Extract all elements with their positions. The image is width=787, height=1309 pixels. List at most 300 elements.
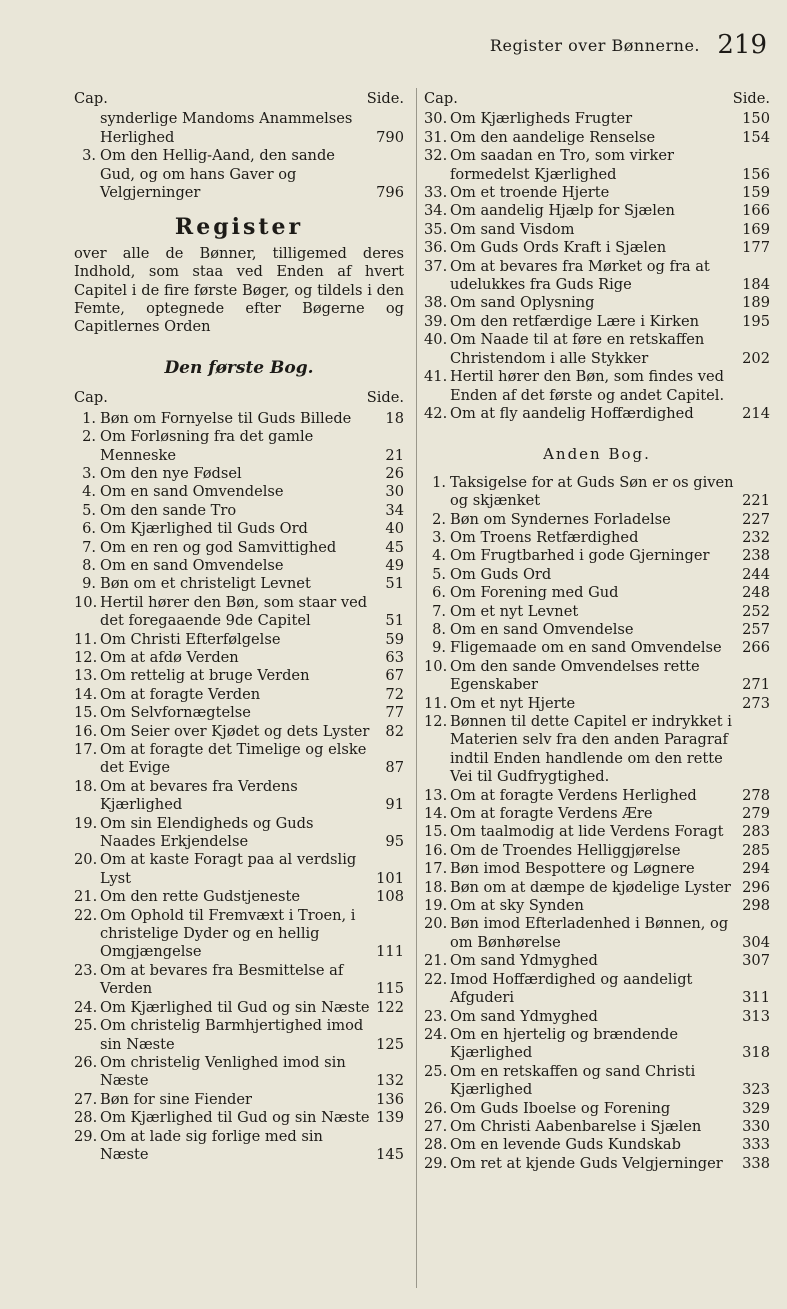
entry-page: 285 xyxy=(742,841,770,859)
entry-number: 13. xyxy=(424,786,448,804)
entry-text: Om Christi Efterfølgelse xyxy=(100,630,281,648)
register-entry xyxy=(74,483,404,501)
register-entry xyxy=(424,1155,770,1173)
register-entry xyxy=(424,713,770,787)
entry-text: Om at bevares fra Besmittelse af Verden xyxy=(100,961,344,998)
entry-page: 45 xyxy=(385,538,404,556)
entry-text: Om at bevares fra Verdens Kjærlighed xyxy=(100,777,298,814)
right-column-head xyxy=(424,90,770,108)
entry-text: Om Kjærlighed til Gud og sin Næste xyxy=(100,998,370,1016)
entry-number: 20. xyxy=(424,915,448,933)
entry-number: 8. xyxy=(432,620,446,638)
left-column xyxy=(74,90,404,1164)
entry-page: 26 xyxy=(385,464,404,482)
entry-text: Om Kjærligheds Frugter xyxy=(450,110,633,128)
entry-number: 19. xyxy=(424,897,448,915)
register-entry xyxy=(74,428,404,465)
entry-text: Om Guds Ord xyxy=(450,565,552,583)
register-entry xyxy=(74,1109,404,1127)
register-entry xyxy=(74,704,404,722)
register-entry xyxy=(74,1054,404,1091)
register-entry xyxy=(424,511,770,529)
register-entry xyxy=(74,741,404,778)
entry-page: 313 xyxy=(742,1007,770,1025)
entry-text: Om sand Visdom xyxy=(450,220,575,238)
entry-page: 115 xyxy=(376,980,404,998)
entry-page: 244 xyxy=(742,565,770,583)
entry-number: 19. xyxy=(74,814,98,832)
entry-page: 252 xyxy=(742,602,770,620)
entry-number: 10. xyxy=(424,657,448,675)
register-entry xyxy=(74,686,404,704)
entry-number: 5. xyxy=(432,565,446,583)
entry-text: Om et nyt Levnet xyxy=(450,602,579,620)
entry-number: 11. xyxy=(74,630,98,648)
entry-text: Taksigelse for at Guds Søn er os given og skjænket xyxy=(450,473,734,510)
entry-number: 7. xyxy=(432,602,446,620)
entry-number: 16. xyxy=(424,841,448,859)
entry-page: 294 xyxy=(742,860,770,878)
entry-number: 29. xyxy=(74,1127,98,1145)
entry-text: Bøn om at dæmpe de kjødelige Lyster xyxy=(450,878,731,896)
register-entry xyxy=(424,897,770,915)
entry-text: Om taalmodig at lide Verdens Foragt xyxy=(450,823,724,841)
entry-number: 9. xyxy=(432,639,446,657)
register-entry xyxy=(424,368,770,405)
register-entry xyxy=(424,1008,770,1026)
entry-page: 40 xyxy=(385,520,404,538)
entry-page: 63 xyxy=(385,648,404,666)
entry-number: 14. xyxy=(424,805,448,823)
register-entry xyxy=(424,202,770,220)
register-entry xyxy=(74,962,404,999)
entry-text: Bøn for sine Fiender xyxy=(100,1090,252,1108)
register-entry xyxy=(424,805,770,823)
entry-page: 159 xyxy=(742,184,770,202)
entry-page: 77 xyxy=(385,704,404,722)
register-entry xyxy=(424,566,770,584)
entry-page: 790 xyxy=(376,128,404,146)
register-entry xyxy=(74,907,404,962)
entry-page: 257 xyxy=(742,620,770,638)
entry-page: 232 xyxy=(742,528,770,546)
entry-number: 2. xyxy=(82,428,96,446)
entry-page: 87 xyxy=(385,759,404,777)
entry-text: Om Naade til at føre en retskaffen Christendom i alle Stykker xyxy=(450,331,705,367)
entry-page: 238 xyxy=(742,547,770,565)
entry-page: 266 xyxy=(742,639,770,657)
entry-text: Om rettelig at bruge Verden xyxy=(100,667,310,685)
entry-number: 23. xyxy=(74,961,98,979)
entry-text: Om den sande Tro xyxy=(100,501,237,519)
entry-text: synderlige Mandoms Anammelses Herlighed xyxy=(100,110,353,146)
register-entry xyxy=(424,1063,770,1100)
entry-number: 26. xyxy=(424,1099,448,1117)
entry-number: 1. xyxy=(82,409,96,427)
entry-text: Om den Hellig-Aand, den sande Gud, og om hans Gaver og Velgjerninger xyxy=(100,147,335,202)
register-entry xyxy=(74,778,404,815)
entry-page: 101 xyxy=(376,869,404,887)
side-label: Side. xyxy=(732,90,770,107)
register-entry xyxy=(424,547,770,565)
register-entry xyxy=(424,258,770,295)
register-entry xyxy=(424,584,770,602)
second-book-entries xyxy=(424,474,770,1173)
entry-page: 18 xyxy=(385,409,404,427)
register-entry xyxy=(424,1136,770,1154)
entry-number: 21. xyxy=(424,952,448,970)
page-number: 219 xyxy=(717,30,767,60)
entry-text: Bøn om Fornyelse til Guds Billede xyxy=(100,409,352,427)
register-entry xyxy=(74,1128,404,1165)
entry-text: Bøn imod Bespottere og Løgnere xyxy=(450,860,695,878)
entry-number: 4. xyxy=(432,547,446,565)
entry-number: 14. xyxy=(74,685,98,703)
entry-text: Om Ophold til Fremvæxt i Troen, i christelige Dyder og en hellig Omgjængelse xyxy=(100,906,356,961)
entry-text: Om ret at kjende Guds Velgjerninger xyxy=(450,1154,723,1172)
page-header xyxy=(0,30,787,60)
entry-number: 21. xyxy=(74,888,98,906)
entry-number: 27. xyxy=(74,1090,98,1108)
entry-page: 154 xyxy=(742,128,770,146)
register-entry xyxy=(74,1017,404,1054)
entry-text: Om sand Ydmyghed xyxy=(450,1007,598,1025)
entry-number: 28. xyxy=(74,1109,98,1127)
entry-text: Hertil hører den Bøn, som findes ved Enden af det første og andet Capitel. xyxy=(450,368,725,404)
entry-text: Om Troens Retfærdighed xyxy=(450,528,639,546)
entry-number: 32. xyxy=(424,147,448,165)
entry-number: 40. xyxy=(424,331,448,349)
entry-page: 72 xyxy=(385,685,404,703)
register-entry xyxy=(424,621,770,639)
register-entry xyxy=(74,631,404,649)
register-entry xyxy=(74,539,404,557)
entry-page: 333 xyxy=(742,1136,770,1154)
entry-text: Om at kaste Foragt paa al verdslig Lyst xyxy=(100,851,357,887)
entry-text: Om christelig Barmhjertighed imod sin Næste xyxy=(100,1017,364,1053)
entry-text: Om Selvfornægtelse xyxy=(100,704,251,722)
entry-text: Om et nyt Hjerte xyxy=(450,694,576,712)
entry-text: Om den aandelige Renselse xyxy=(450,128,656,146)
entry-text: Om Frugtbarhed i gode Gjerninger xyxy=(450,547,710,565)
entry-text: Bøn om Syndernes Forladelse xyxy=(450,510,671,528)
register-entry xyxy=(74,147,404,202)
entry-number: 6. xyxy=(82,520,96,538)
entry-number: 23. xyxy=(424,1007,448,1025)
entry-number: 24. xyxy=(424,1025,448,1043)
entry-page: 156 xyxy=(742,165,770,183)
entry-text: Om den nye Fødsel xyxy=(100,464,242,482)
register-entry xyxy=(74,999,404,1017)
side-label: Side. xyxy=(366,389,404,407)
entry-page: 311 xyxy=(742,989,770,1007)
register-entry xyxy=(74,465,404,483)
part-title-second-book: Anden Bog. xyxy=(543,445,651,464)
register-entry xyxy=(424,879,770,897)
entry-page: 304 xyxy=(742,933,770,951)
entry-text: Om en levende Guds Kundskab xyxy=(450,1136,681,1154)
register-entry xyxy=(74,649,404,667)
entry-text: Om at foragte det Timelige og elske det Evige xyxy=(100,741,367,777)
entry-text: Om at foragte Verdens Ære xyxy=(450,805,653,823)
side-label: Side. xyxy=(366,90,404,107)
entry-page: 279 xyxy=(742,805,770,823)
entry-number: 27. xyxy=(424,1117,448,1135)
register-entry xyxy=(424,239,770,257)
entry-number: 22. xyxy=(74,906,98,924)
entry-text: Om en sand Omvendelse xyxy=(450,620,634,638)
entry-text: Om aandelig Hjælp for Sjælen xyxy=(450,202,675,220)
entry-text: Bøn om et christeligt Levnet xyxy=(100,575,311,593)
entry-page: 67 xyxy=(385,667,404,685)
entry-text: Om at sky Synden xyxy=(450,897,584,915)
entry-number: 3. xyxy=(82,147,96,165)
register-entry xyxy=(424,147,770,184)
register-entry xyxy=(424,313,770,331)
entry-number: 18. xyxy=(74,777,98,795)
entry-number: 26. xyxy=(74,1053,98,1071)
entry-number: 2. xyxy=(432,510,446,528)
entry-number: 10. xyxy=(74,593,98,611)
register-entry xyxy=(74,557,404,575)
entry-page: 82 xyxy=(385,722,404,740)
register-entry xyxy=(424,1100,770,1118)
register-entry xyxy=(74,723,404,741)
first-book-entries xyxy=(74,410,404,1165)
entry-text: Imod Hoffærdighed og aandeligt Afguderi xyxy=(450,970,693,1007)
entry-number: 4. xyxy=(82,483,96,501)
entry-number: 12. xyxy=(74,648,98,666)
right-column xyxy=(424,90,770,1173)
register-entry xyxy=(424,787,770,805)
entry-page: 95 xyxy=(385,833,404,851)
entry-page: 139 xyxy=(376,1109,404,1127)
register-entry xyxy=(74,410,404,428)
register-entry xyxy=(424,294,770,312)
register-entry xyxy=(74,851,404,888)
entry-page: 296 xyxy=(742,878,770,896)
entry-page: 108 xyxy=(376,888,404,906)
entry-text: Om Christi Aabenbarelse i Sjælen xyxy=(450,1117,702,1135)
cap-label: Cap. xyxy=(74,90,108,107)
register-intro: over alle de Bønner, tilligemed deres Indhold, som staa ved Enden af hvert Capitel i de fire første Bøger, og tildels i den Femte, optegnede efter Bøgerne og Capitlernes Orden xyxy=(74,244,404,336)
register-entry xyxy=(74,888,404,906)
register-entry xyxy=(424,221,770,239)
entry-page: 122 xyxy=(376,998,404,1016)
entry-number: 5. xyxy=(82,501,96,519)
entry-number: 15. xyxy=(424,823,448,841)
register-title: Register xyxy=(174,214,304,241)
entry-page: 323 xyxy=(742,1081,770,1099)
entry-number: 30. xyxy=(424,110,448,128)
entry-number: 6. xyxy=(432,584,446,602)
register-entry xyxy=(74,667,404,685)
entry-number: 16. xyxy=(74,722,98,740)
entry-text: Om en hjertelig og brændende Kjærlighed xyxy=(450,1025,679,1062)
entry-text: Om en sand Omvendelse xyxy=(100,483,284,501)
entry-number: 7. xyxy=(82,538,96,556)
entry-page: 189 xyxy=(742,294,770,312)
entry-page: 51 xyxy=(385,575,404,593)
register-entry xyxy=(424,823,770,841)
entry-page: 166 xyxy=(742,202,770,220)
register-entry xyxy=(74,815,404,852)
entry-number: 13. xyxy=(74,667,98,685)
entry-page: 132 xyxy=(376,1072,404,1090)
register-entry xyxy=(424,405,770,423)
entry-number: 41. xyxy=(424,368,448,386)
entry-page: 91 xyxy=(385,796,404,814)
register-entry xyxy=(424,529,770,547)
register-entry xyxy=(74,575,404,593)
entry-page: 150 xyxy=(742,110,770,128)
entry-page: 184 xyxy=(742,276,770,294)
entry-number: 8. xyxy=(82,556,96,574)
register-entry xyxy=(74,594,404,631)
entry-text: Om at fly aandelig Hoffærdighed xyxy=(450,404,694,422)
entry-page: 51 xyxy=(385,612,404,630)
entry-page: 227 xyxy=(742,510,770,528)
entry-text: Om at bevares fra Mørket og fra at udelukkes fra Guds Rige xyxy=(450,257,710,294)
entry-number: 3. xyxy=(432,528,446,546)
entry-number: 36. xyxy=(424,239,448,257)
entry-text: Om at foragte Verden xyxy=(100,685,261,703)
left-column-head xyxy=(74,90,404,108)
entry-page: 21 xyxy=(385,446,404,464)
register-entry xyxy=(424,331,770,368)
register-entry xyxy=(424,695,770,713)
entry-text: Om en sand Omvendelse xyxy=(100,556,284,574)
register-entry xyxy=(424,639,770,657)
entry-text: Om den sande Omvendelses rette Egenskaber xyxy=(450,657,700,694)
register-entry xyxy=(424,474,770,511)
entry-number: 17. xyxy=(74,741,98,758)
register-entry xyxy=(424,603,770,621)
entry-text: Om Seier over Kjødet og dets Lyster xyxy=(100,722,370,740)
entry-page: 307 xyxy=(742,952,770,970)
entry-page: 49 xyxy=(385,556,404,574)
part-title-first-book: Den første Bog. xyxy=(164,357,314,378)
entry-number: 22. xyxy=(424,970,448,988)
entry-number: 28. xyxy=(424,1136,448,1154)
entry-text: Om saadan en Tro, som virker formedelst Kjærlighed xyxy=(450,147,674,183)
entry-number: 20. xyxy=(74,851,98,869)
first-book-entries-continued xyxy=(424,110,770,423)
register-entry xyxy=(424,860,770,878)
entry-number: 35. xyxy=(424,220,448,238)
entry-page: 248 xyxy=(742,584,770,602)
entry-text: Fligemaade om en sand Omvendelse xyxy=(450,639,722,657)
continuation-entry xyxy=(74,110,404,147)
entry-number: 31. xyxy=(424,128,448,146)
entry-text: Om Guds Ords Kraft i Sjælen xyxy=(450,239,667,257)
entry-text: Om sand Ydmyghed xyxy=(450,952,598,970)
entry-page: 214 xyxy=(742,404,770,422)
entry-number: 17. xyxy=(424,860,448,878)
entry-number: 29. xyxy=(424,1154,448,1172)
entry-page: 329 xyxy=(742,1099,770,1117)
entry-text: Om sin Elendigheds og Guds Naades Erkjendelse xyxy=(100,814,314,851)
register-entry xyxy=(424,184,770,202)
continued-entries xyxy=(74,147,404,202)
entry-number: 12. xyxy=(424,713,448,730)
entry-text: Om den rette Gudstjeneste xyxy=(100,888,301,906)
entry-number: 9. xyxy=(82,575,96,593)
entry-page: 30 xyxy=(385,483,404,501)
entry-text: Om et troende Hjerte xyxy=(450,184,610,202)
entry-page: 338 xyxy=(742,1154,770,1172)
register-entry xyxy=(424,658,770,695)
register-entry xyxy=(424,129,770,147)
entry-text: Hertil hører den Bøn, som staar ved det foregaaende 9de Capitel xyxy=(100,593,368,630)
entry-page: 221 xyxy=(742,492,770,510)
entry-page: 169 xyxy=(742,220,770,238)
register-entry xyxy=(74,1091,404,1109)
entry-text: Om Guds Iboelse og Forening xyxy=(450,1099,671,1117)
entry-page: 202 xyxy=(742,349,770,367)
entry-page: 136 xyxy=(376,1090,404,1108)
entry-number: 18. xyxy=(424,878,448,896)
entry-text: Om Forløsning fra det gamle Menneske xyxy=(100,428,314,464)
entry-text: Om Kjærlighed til Gud og sin Næste xyxy=(100,1109,370,1127)
register-entry xyxy=(74,502,404,520)
entry-text: Om en ren og god Samvittighed xyxy=(100,538,337,556)
entry-text: Bøn imod Efterladenhed i Bønnen, og om Bønhørelse xyxy=(450,915,729,951)
entry-page: 318 xyxy=(742,1044,770,1062)
entry-number: 37. xyxy=(424,257,448,275)
entry-page: 796 xyxy=(376,184,404,202)
entry-page: 330 xyxy=(742,1117,770,1135)
register-entry xyxy=(424,110,770,128)
entry-page: 145 xyxy=(376,1145,404,1163)
entry-page: 271 xyxy=(742,676,770,694)
column-divider xyxy=(416,88,417,1288)
entry-text: Om Kjærlighed til Guds Ord xyxy=(100,520,308,538)
entry-text: Om at afdø Verden xyxy=(100,648,239,666)
register-entry xyxy=(424,1118,770,1136)
entry-text: Om christelig Venlighed imod sin Næste xyxy=(100,1053,346,1090)
cap-label: Cap. xyxy=(424,90,458,107)
register-entry xyxy=(74,520,404,538)
register-entry xyxy=(424,1026,770,1063)
entry-text: Om Forening med Gud xyxy=(450,584,619,602)
entry-number: 33. xyxy=(424,184,448,202)
register-entry xyxy=(424,915,770,952)
entry-page: 195 xyxy=(742,312,770,330)
entry-page: 273 xyxy=(742,694,770,712)
entry-page: 34 xyxy=(385,501,404,519)
entry-number: 1. xyxy=(432,473,446,491)
entry-text: Om at lade sig forlige med sin Næste xyxy=(100,1127,323,1163)
entry-text: Om at foragte Verdens Herlighed xyxy=(450,786,697,804)
entry-text: Om sand Oplysning xyxy=(450,294,595,312)
entry-number: 25. xyxy=(424,1062,448,1080)
register-entry xyxy=(424,971,770,1008)
entry-page: 111 xyxy=(376,943,404,961)
entry-page: 278 xyxy=(742,786,770,804)
cap-label: Cap. xyxy=(74,389,108,407)
entry-number: 38. xyxy=(424,294,448,312)
entry-number: 11. xyxy=(424,694,448,712)
entry-text: Om de Troendes Helliggjørelse xyxy=(450,841,681,859)
entry-number: 24. xyxy=(74,998,98,1016)
entry-number: 39. xyxy=(424,312,448,330)
entry-text: Om den retfærdige Lære i Kirken xyxy=(450,312,700,330)
entry-text: Bønnen til dette Capitel er indrykket i Materien selv fra den anden Paragraf indtil Enden handlende om den rette Vei til Gudfrygtighed. xyxy=(450,713,732,786)
entry-page: 125 xyxy=(376,1035,404,1053)
entry-text: Om en retskaffen og sand Christi Kjærlighed xyxy=(450,1062,696,1099)
entry-page: 283 xyxy=(742,823,770,841)
